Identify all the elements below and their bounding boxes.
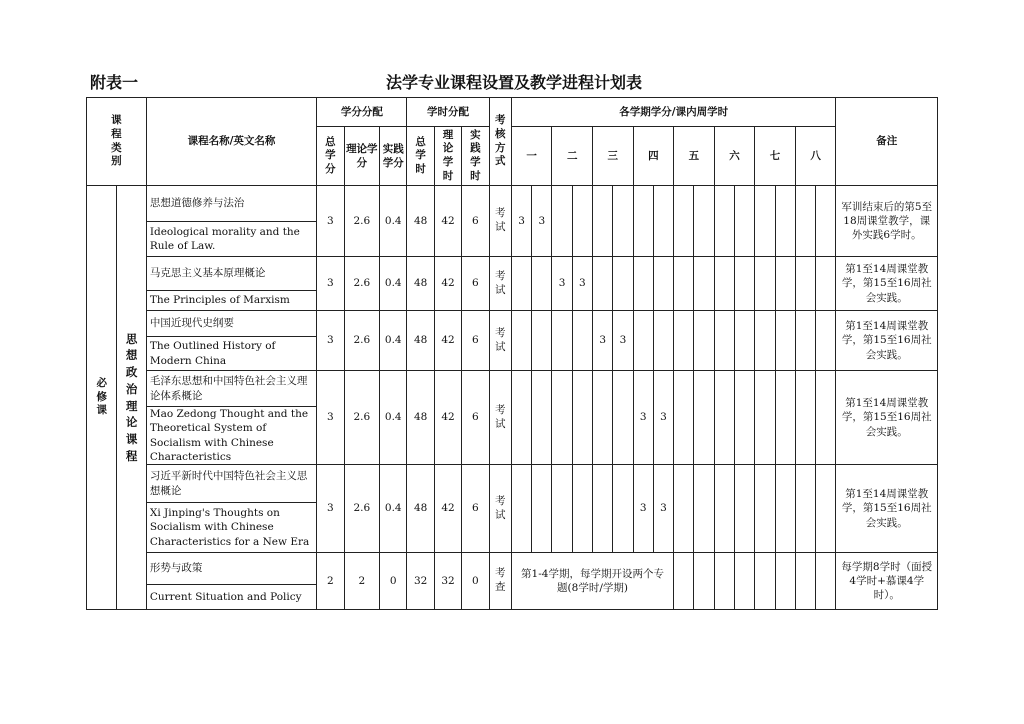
semester-cell: [734, 371, 754, 465]
hours-practice-header: 实践学时: [462, 127, 489, 186]
semester-header-5: 五: [674, 127, 715, 186]
semester-cell: [795, 371, 815, 465]
semester-cell: [572, 311, 592, 371]
semester-cell: [511, 371, 531, 465]
course-theory-credits: 2.6: [344, 257, 379, 311]
semester-cell: [532, 257, 552, 311]
semester-cell: [532, 371, 552, 465]
course-name-cn: 马克思主义基本原理概论: [146, 257, 316, 291]
semester-cell: [572, 186, 592, 257]
semester-cell: [674, 257, 694, 311]
semester-cell: [694, 186, 714, 257]
semester-cell: 3: [552, 257, 572, 311]
semester-cell: [674, 371, 694, 465]
course-assessment: 考试: [489, 311, 511, 371]
course-assessment: 考试: [489, 186, 511, 257]
semester-cell: [613, 465, 633, 553]
course-hours: 48: [407, 186, 434, 257]
course-theory-hours: 42: [434, 186, 461, 257]
semester-group-header: 各学期学分/课内周学时: [511, 98, 836, 127]
semester-cell: [795, 311, 815, 371]
semester-cell: [714, 311, 734, 371]
header-row-1: [87, 98, 938, 127]
semester-cell: 3: [613, 311, 633, 371]
course-theory-credits: 2.6: [344, 186, 379, 257]
course-credits: 2: [317, 553, 344, 610]
semester-cell: [653, 186, 673, 257]
semester-header-7: 七: [755, 127, 796, 186]
course-theory-credits: 2.6: [344, 465, 379, 553]
semester-cell: [593, 257, 613, 311]
semester-cell: [816, 371, 836, 465]
semester-cell: 3: [653, 371, 673, 465]
hours-theory-header: 理论学时: [434, 127, 461, 186]
course-name-cn: 思想道德修养与法治: [146, 186, 316, 222]
course-assessment: 考查: [489, 553, 511, 610]
semester-cell: [734, 186, 754, 257]
course-note: 第1至14周课堂教学，第15至16周社会实践。: [836, 311, 938, 371]
course-theory-hours: 42: [434, 311, 461, 371]
course-theory-credits: 2: [344, 553, 379, 610]
course-name-cn: 毛泽东思想和中国特色社会主义理论体系概论: [146, 371, 316, 407]
course-row: [87, 186, 938, 222]
course-name-en: Current Situation and Policy: [146, 585, 316, 610]
semester-cell: [613, 257, 633, 311]
course-credits: 3: [317, 371, 344, 465]
semester-cell: [633, 186, 653, 257]
course-hours: 32: [407, 553, 434, 610]
category-sub-cell: 思想政治理论课程: [117, 186, 146, 610]
course-practice-credits: 0.4: [380, 465, 407, 553]
semester-cell: [755, 465, 775, 553]
course-practice-credits: 0.4: [380, 311, 407, 371]
course-practice-hours: 6: [462, 465, 489, 553]
semester-cell: [816, 553, 836, 610]
credit-total-header: 总学分: [317, 127, 344, 186]
semester-cell: [714, 465, 734, 553]
course-theory-credits: 2.6: [344, 371, 379, 465]
doc-title: 法学专业课程设置及教学进程计划表: [386, 73, 643, 92]
assessment-header: 考核方式: [489, 98, 511, 186]
semester-cell: [511, 257, 531, 311]
course-practice-hours: 6: [462, 186, 489, 257]
semester-span-cell: 第1-4学期，每学期开设两个专题(8学时/学期): [511, 553, 673, 610]
course-credits: 3: [317, 257, 344, 311]
course-note: 第1至14周课堂教学，第15至16周社会实践。: [836, 371, 938, 465]
course-credits: 3: [317, 186, 344, 257]
semester-cell: [775, 553, 795, 610]
course-name-en: Ideological morality and the Rule of Law.: [146, 222, 316, 257]
semester-cell: [775, 257, 795, 311]
semester-cell: [795, 553, 815, 610]
semester-cell: [552, 186, 572, 257]
semester-cell: [593, 371, 613, 465]
semester-cell: [674, 553, 694, 610]
semester-cell: 3: [633, 465, 653, 553]
semester-cell: [816, 186, 836, 257]
semester-cell: [613, 186, 633, 257]
semester-cell: [653, 311, 673, 371]
course-hours: 48: [407, 257, 434, 311]
hours-total-header: 总学时: [407, 127, 434, 186]
semester-cell: [755, 311, 775, 371]
semester-cell: [714, 371, 734, 465]
course-practice-hours: 6: [462, 257, 489, 311]
semester-header-1: 一: [511, 127, 552, 186]
course-note: 第1至14周课堂教学，第15至16周社会实践。: [836, 257, 938, 311]
course-note: 每学期8学时（面授4学时+慕课4学时）。: [836, 553, 938, 610]
semester-cell: [755, 553, 775, 610]
course-hours: 48: [407, 465, 434, 553]
semester-cell: [532, 311, 552, 371]
semester-header-6: 六: [714, 127, 755, 186]
semester-cell: [775, 186, 795, 257]
semester-cell: [511, 465, 531, 553]
category-header: 课程类别: [87, 98, 147, 186]
semester-cell: [593, 465, 613, 553]
course-practice-credits: 0.4: [380, 257, 407, 311]
semester-cell: [674, 465, 694, 553]
course-theory-hours: 32: [434, 553, 461, 610]
course-plan-table: [86, 97, 938, 610]
semester-cell: [552, 465, 572, 553]
course-name-cn: 中国近现代史纲要: [146, 311, 316, 337]
semester-cell: [714, 186, 734, 257]
semester-cell: [795, 186, 815, 257]
semester-cell: [775, 311, 795, 371]
semester-cell: [734, 311, 754, 371]
course-practice-credits: 0.4: [380, 371, 407, 465]
semester-cell: [694, 465, 714, 553]
semester-cell: [694, 311, 714, 371]
course-practice-credits: 0.4: [380, 186, 407, 257]
course-practice-hours: 6: [462, 371, 489, 465]
semester-cell: [795, 465, 815, 553]
semester-cell: [795, 257, 815, 311]
semester-cell: [572, 371, 592, 465]
semester-cell: 3: [572, 257, 592, 311]
hours-group-header: 学时分配: [407, 98, 489, 127]
credit-practice-header: 实践学分: [380, 127, 407, 186]
credit-theory-header: 理论学分: [344, 127, 379, 186]
semester-cell: [694, 371, 714, 465]
course-theory-hours: 42: [434, 257, 461, 311]
semester-cell: [653, 257, 673, 311]
course-name-en: Xi Jinping's Thoughts on Socialism with Chinese Characteristics for a New Era: [146, 503, 316, 553]
course-name-en: The Principles of Marxism: [146, 291, 316, 311]
semester-cell: [816, 257, 836, 311]
semester-cell: [511, 311, 531, 371]
course-theory-hours: 42: [434, 371, 461, 465]
course-credits: 3: [317, 465, 344, 553]
semester-header-8: 八: [795, 127, 836, 186]
semester-cell: [613, 371, 633, 465]
credit-group-header: 学分分配: [317, 98, 407, 127]
semester-cell: [694, 257, 714, 311]
semester-header-4: 四: [633, 127, 674, 186]
semester-cell: [694, 553, 714, 610]
course-theory-hours: 42: [434, 465, 461, 553]
semester-cell: 3: [593, 311, 613, 371]
semester-cell: [552, 311, 572, 371]
semester-cell: [775, 371, 795, 465]
course-note: 第1至14周课堂教学，第15至16周社会实践。: [836, 465, 938, 553]
course-name-cn: 习近平新时代中国特色社会主义思想概论: [146, 465, 316, 503]
course-row: [87, 311, 938, 337]
course-name-en: Mao Zedong Thought and the Theoretical System of Socialism with Chinese Characteristics: [146, 407, 316, 465]
course-practice-credits: 0: [380, 553, 407, 610]
semester-cell: [734, 465, 754, 553]
course-hours: 48: [407, 311, 434, 371]
semester-cell: [633, 257, 653, 311]
semester-cell: [755, 257, 775, 311]
course-assessment: 考试: [489, 257, 511, 311]
semester-cell: [775, 465, 795, 553]
category-main-cell: 必修课: [87, 186, 117, 610]
doc-label: 附表一: [90, 73, 139, 92]
course-practice-hours: 6: [462, 311, 489, 371]
semester-cell: 3: [532, 186, 552, 257]
course-name-cn: 形势与政策: [146, 553, 316, 585]
course-assessment: 考试: [489, 465, 511, 553]
semester-cell: [532, 465, 552, 553]
course-row: [87, 465, 938, 503]
course-credits: 3: [317, 311, 344, 371]
semester-header-3: 三: [593, 127, 634, 186]
course-note: 军训结束后的第5至18周课堂教学，课外实践6学时。: [836, 186, 938, 257]
semester-cell: [593, 186, 613, 257]
course-hours: 48: [407, 371, 434, 465]
course-practice-hours: 0: [462, 553, 489, 610]
semester-cell: [572, 465, 592, 553]
semester-cell: [734, 553, 754, 610]
semester-cell: [816, 465, 836, 553]
course-assessment: 考试: [489, 371, 511, 465]
course-row: [87, 553, 938, 585]
semester-cell: 3: [633, 371, 653, 465]
semester-cell: [714, 553, 734, 610]
course-row: [87, 257, 938, 291]
course-theory-credits: 2.6: [344, 311, 379, 371]
semester-cell: [714, 257, 734, 311]
semester-cell: [816, 311, 836, 371]
course-name-en: The Outlined History of Modern China: [146, 337, 316, 371]
semester-cell: [755, 371, 775, 465]
remarks-header: 备注: [836, 98, 938, 186]
semester-header-2: 二: [552, 127, 593, 186]
semester-cell: [755, 186, 775, 257]
semester-cell: [674, 186, 694, 257]
semester-cell: 3: [653, 465, 673, 553]
course-row: [87, 371, 938, 407]
semester-cell: 3: [511, 186, 531, 257]
semester-cell: [633, 311, 653, 371]
semester-cell: [674, 311, 694, 371]
semester-cell: [734, 257, 754, 311]
course-name-header: 课程名称/英文名称: [146, 98, 316, 186]
semester-cell: [552, 371, 572, 465]
